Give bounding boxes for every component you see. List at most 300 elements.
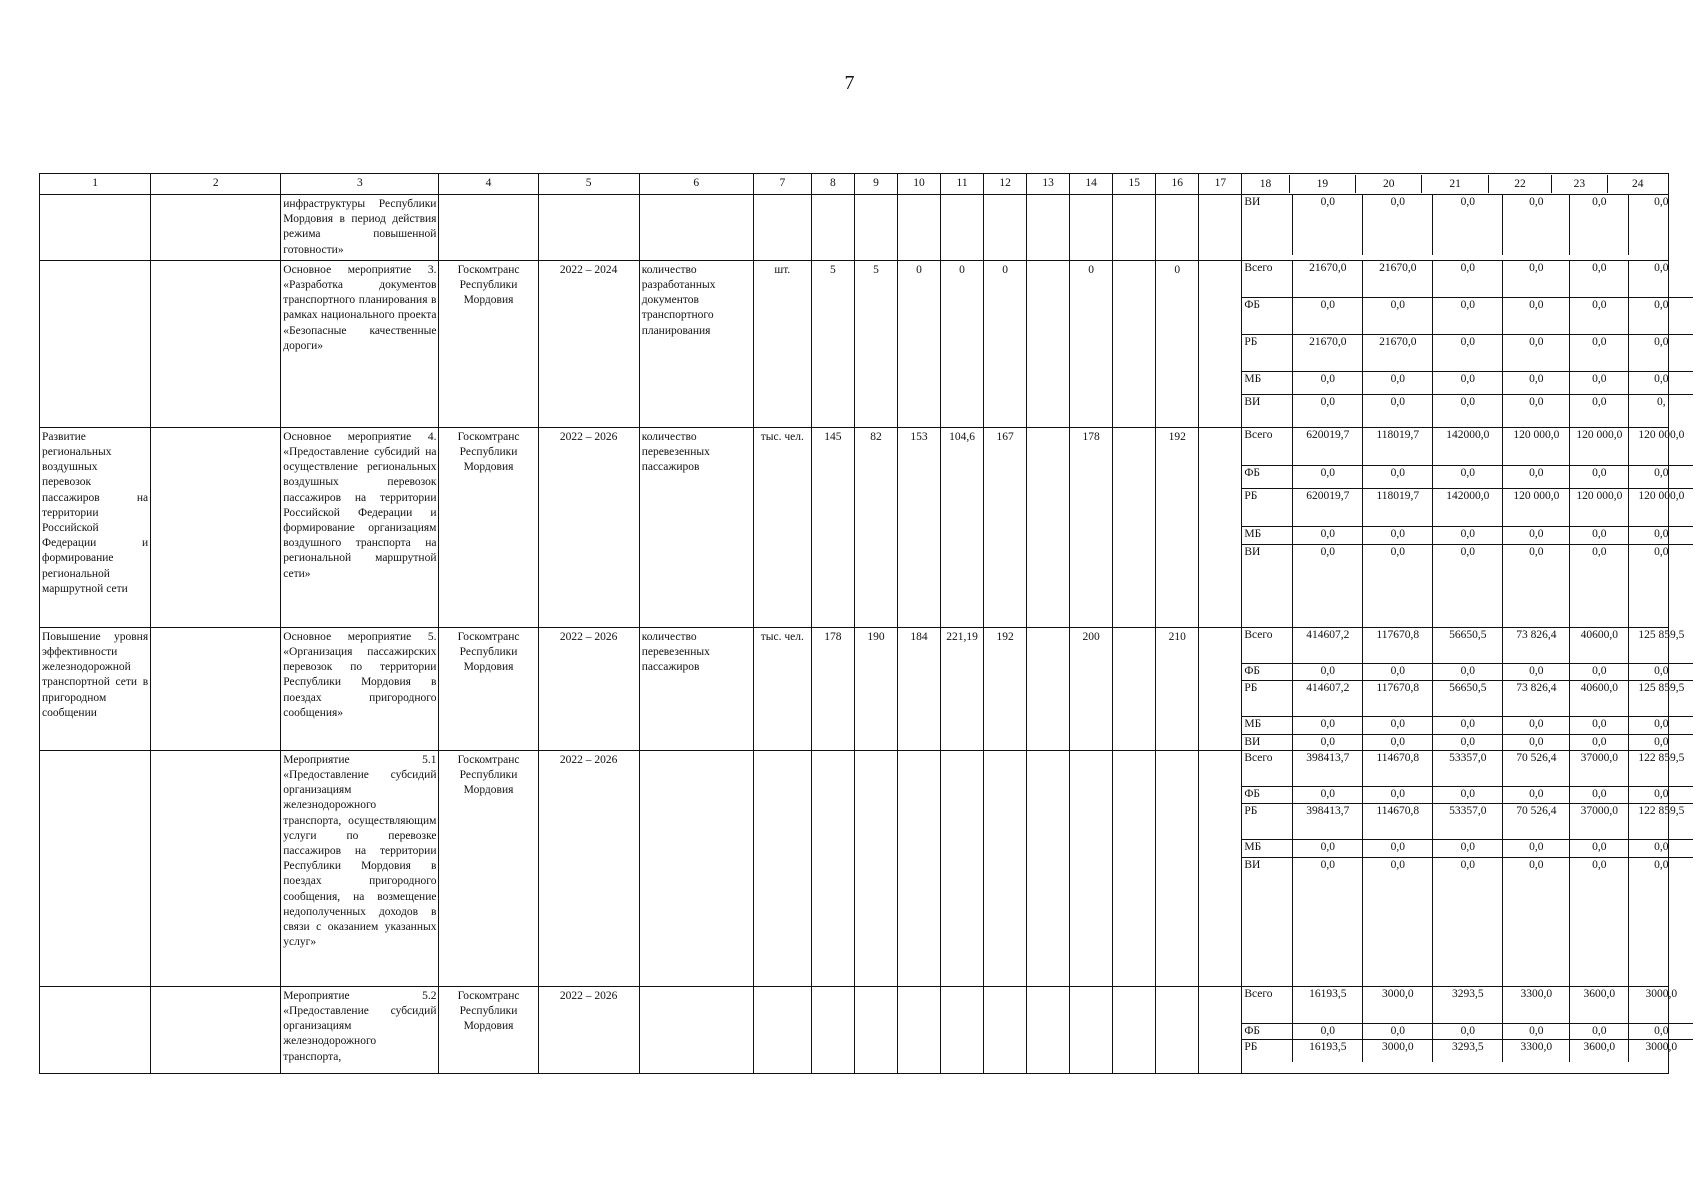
unit-cell <box>753 750 811 986</box>
financing-row <box>1242 334 1693 371</box>
financing-cell <box>1242 750 1685 986</box>
executor-cell <box>439 195 538 261</box>
indicator-value: 190 <box>854 627 897 750</box>
task-cell <box>151 750 281 986</box>
amount-value: 53357,0 <box>1433 803 1503 839</box>
financing-cell <box>1242 627 1685 750</box>
source-label: РБ <box>1244 1040 1258 1053</box>
financing-grid <box>1242 195 1693 255</box>
header-cell: 23 <box>1552 175 1607 193</box>
amount-value: 620019,7 <box>1293 428 1363 466</box>
indicator-value <box>1113 260 1156 427</box>
amount-value: 0,0 <box>1570 1023 1629 1039</box>
executor-cell: Госкомтранс Республики Мордовия <box>439 986 538 1073</box>
amount-value: 73 826,4 <box>1503 680 1570 716</box>
goal-cell <box>40 260 151 427</box>
indicator-cell: количество перевезенных пассажиров <box>639 427 753 627</box>
header-fin-grid <box>1242 175 1668 193</box>
source-label: ФБ <box>1242 1023 1293 1039</box>
indicator-value: 0 <box>1156 260 1199 427</box>
amount-value: 0,0 <box>1503 734 1570 750</box>
indicator-value <box>811 986 854 1073</box>
indicator-cell: количество перевезенных пассажиров <box>639 627 753 750</box>
table-row <box>40 260 1669 427</box>
amount-value: 398413,7 <box>1293 751 1363 787</box>
header-fin-cell <box>1242 174 1669 195</box>
financing-cell <box>1242 427 1685 627</box>
amount-value: 122 859,5 <box>1629 751 1694 787</box>
amount-value: 0,0 <box>1293 734 1363 750</box>
amount-value: 0,0 <box>1293 716 1363 734</box>
amount-value: 0,0 <box>1570 261 1629 298</box>
amount-value: 125 859,5 <box>1629 628 1694 664</box>
period-cell: 2022 – 2026 <box>538 427 639 627</box>
source-label: ВИ <box>1244 545 1261 558</box>
amount-value: 53357,0 <box>1433 751 1503 787</box>
amount-value: 0,0 <box>1363 786 1433 803</box>
indicator-value: 0 <box>897 260 940 427</box>
amount-value: 0,0 <box>1629 786 1694 803</box>
amount-value: 21670,0 <box>1363 334 1433 371</box>
amount-value: 0,0 <box>1293 1023 1363 1039</box>
period-cell: 2022 – 2024 <box>538 260 639 427</box>
amount-value: 0,0 <box>1363 195 1433 255</box>
amount-value: 0,0 <box>1629 195 1694 255</box>
amount-value: 0,0 <box>1433 734 1503 750</box>
amount-value: 0,0 <box>1570 716 1629 734</box>
financing-row <box>1242 526 1693 544</box>
amount-value: 73 826,4 <box>1503 628 1570 664</box>
indicator-value <box>1027 627 1070 750</box>
indicator-value: 192 <box>1156 427 1199 627</box>
page-number: 7 <box>844 72 855 94</box>
amount-value: 0,0 <box>1629 1023 1694 1039</box>
header-cell: 10 <box>897 174 940 195</box>
amount-value: 0,0 <box>1363 663 1433 680</box>
financing-row <box>1242 628 1693 664</box>
amount-value: 21670,0 <box>1293 334 1363 371</box>
indicator-value <box>854 195 897 261</box>
task-cell <box>151 195 281 261</box>
amount-value: 0,0 <box>1433 371 1503 394</box>
amount-value: 0,0 <box>1570 734 1629 750</box>
amount-value: 3300,0 <box>1503 1039 1570 1062</box>
indicator-value <box>1113 427 1156 627</box>
task-cell <box>151 986 281 1073</box>
indicator-value <box>1027 750 1070 986</box>
amount-value: 0,0 <box>1363 734 1433 750</box>
amount-value: 0,0 <box>1570 526 1629 544</box>
amount-value: 0,0 <box>1363 1023 1433 1039</box>
indicator-value: 167 <box>984 427 1027 627</box>
header-cell: 22 <box>1488 175 1551 193</box>
amount-value: 0,0 <box>1629 663 1694 680</box>
indicator-value: 145 <box>811 427 854 627</box>
amount-value: 0,0 <box>1629 261 1694 298</box>
financing-row <box>1242 544 1693 627</box>
header-cell: 7 <box>753 174 811 195</box>
amount-value: 3000,0 <box>1363 1039 1433 1062</box>
amount-value: 0,0 <box>1293 786 1363 803</box>
amount-value: 120 000,0 <box>1570 428 1629 466</box>
amount-value: 0,0 <box>1629 334 1694 371</box>
table-row <box>40 750 1669 986</box>
source-label: Всего <box>1242 751 1293 787</box>
source-label: ВИ <box>1244 858 1261 871</box>
indicator-value: 104,6 <box>941 427 984 627</box>
indicator-value: 0 <box>1070 260 1113 427</box>
indicator-value: 200 <box>1070 627 1113 750</box>
financing-grid <box>1242 261 1693 427</box>
amount-value: 0,0 <box>1293 465 1363 488</box>
amount-value: 0,0 <box>1503 544 1570 627</box>
header-cell: 18 <box>1259 177 1272 190</box>
amount-value: 398413,7 <box>1293 803 1363 839</box>
executor-cell: Госкомтранс Республики Мордовия <box>439 427 538 627</box>
amount-value: 0,0 <box>1503 465 1570 488</box>
program-table <box>39 173 1685 1074</box>
indicator-value <box>1027 195 1070 261</box>
amount-value: 0,0 <box>1629 734 1694 750</box>
amount-value: 3293,5 <box>1433 1039 1503 1062</box>
amount-value: 21670,0 <box>1293 261 1363 298</box>
indicator-cell <box>639 195 753 261</box>
amount-value: 0,0 <box>1629 297 1694 334</box>
amount-value: 0,0 <box>1433 261 1503 298</box>
amount-value: 0,0 <box>1363 526 1433 544</box>
source-label: ФБ <box>1242 465 1293 488</box>
amount-value: 0,0 <box>1629 371 1694 394</box>
financing-grid <box>1242 987 1693 1062</box>
unit-cell: тыс. чел. <box>753 627 811 750</box>
indicator-value <box>897 986 940 1073</box>
indicator-value <box>1070 750 1113 986</box>
unit-cell <box>753 986 811 1073</box>
amount-value: 0,0 <box>1570 371 1629 394</box>
amount-value: 0,0 <box>1293 857 1363 986</box>
amount-value: 120 000,0 <box>1503 428 1570 466</box>
header-cell: 20 <box>1356 175 1422 193</box>
amount-value: 0,0 <box>1570 334 1629 371</box>
amount-value: 0,0 <box>1629 839 1694 857</box>
amount-value: 3600,0 <box>1570 1039 1629 1062</box>
amount-value: 117670,8 <box>1363 680 1433 716</box>
amount-value: 114670,8 <box>1363 751 1433 787</box>
financing-row <box>1242 751 1693 787</box>
financing-cell <box>1242 260 1669 427</box>
indicator-value <box>1156 986 1199 1073</box>
source-label: ФБ <box>1242 786 1293 803</box>
source-label: Всего <box>1242 987 1293 1024</box>
indicator-value <box>1199 750 1242 986</box>
source-label: МБ <box>1242 716 1293 734</box>
amount-value: 0,0 <box>1433 544 1503 627</box>
amount-value: 40600,0 <box>1570 680 1629 716</box>
financing-row <box>1242 803 1693 839</box>
amount-value: 70 526,4 <box>1503 751 1570 787</box>
amount-value: 0,0 <box>1293 297 1363 334</box>
indicator-value: 5 <box>811 260 854 427</box>
amount-value: 0,0 <box>1433 297 1503 334</box>
amount-value: 0,0 <box>1363 839 1433 857</box>
amount-value: 3000,0 <box>1629 1039 1694 1062</box>
header-cell: 21 <box>1422 175 1488 193</box>
header-cell: 4 <box>439 174 538 195</box>
amount-value: 0,0 <box>1293 663 1363 680</box>
indicator-value <box>1027 260 1070 427</box>
amount-value: 16193,5 <box>1293 987 1363 1024</box>
header-cell: 11 <box>941 174 984 195</box>
amount-value: 414607,2 <box>1293 680 1363 716</box>
amount-value: 620019,7 <box>1293 488 1363 526</box>
amount-value: 16193,5 <box>1293 1039 1363 1062</box>
header-cell: 1 <box>40 174 151 195</box>
period-cell: 2022 – 2026 <box>538 750 639 986</box>
period-cell: 2022 – 2026 <box>538 627 639 750</box>
amount-value: 414607,2 <box>1293 628 1363 664</box>
executor-cell: Госкомтранс Республики Мордовия <box>439 260 538 427</box>
indicator-value <box>811 750 854 986</box>
source-label: Всего <box>1242 261 1293 298</box>
indicator-cell: количество разработанных документов транспортного планирования <box>639 260 753 427</box>
amount-value: 0,0 <box>1629 857 1694 986</box>
indicator-value: 210 <box>1156 627 1199 750</box>
unit-cell: шт. <box>753 260 811 427</box>
amount-value: 0,0 <box>1503 526 1570 544</box>
amount-value: 0,0 <box>1433 786 1503 803</box>
amount-value: 3000,0 <box>1629 987 1694 1024</box>
unit-cell <box>753 195 811 261</box>
task-cell <box>151 260 281 427</box>
amount-value: 0,0 <box>1433 857 1503 986</box>
header-cell: 24 <box>1607 175 1668 193</box>
indicator-value <box>1113 750 1156 986</box>
indicator-value <box>1113 986 1156 1073</box>
amount-value: 120 000,0 <box>1629 428 1694 466</box>
financing-cell <box>1242 195 1669 261</box>
source-label: РБ <box>1242 488 1293 526</box>
activity-cell: Мероприятие 5.2 «Предоставление субсидий организациям железнодорожного транспорта, <box>281 986 439 1073</box>
amount-value: 0,0 <box>1570 297 1629 334</box>
amount-value: 0,0 <box>1503 857 1570 986</box>
source-label: РБ <box>1242 803 1293 839</box>
source-label: ВИ <box>1244 196 1261 208</box>
amount-value: 0,0 <box>1503 394 1570 427</box>
header-cell: 17 <box>1199 174 1242 195</box>
financing-row <box>1242 663 1693 680</box>
source-label: МБ <box>1242 839 1293 857</box>
activity-cell: инфраструктуры Республики Мордовия в период действия режима повышенной готовности» <box>281 195 439 261</box>
source-label: Всего <box>1242 428 1293 466</box>
financing-row <box>1242 987 1693 1024</box>
amount-value: 3293,5 <box>1433 987 1503 1024</box>
amount-value: 0,0 <box>1503 195 1570 255</box>
indicator-value <box>1027 986 1070 1073</box>
task-cell <box>151 427 281 627</box>
amount-value: 0,0 <box>1363 716 1433 734</box>
header-cell: 5 <box>538 174 639 195</box>
activity-cell: Основное мероприятие 4. «Предоставление субсидий на осуществление региональных воздушных перевозок пассажиров на территории Российской Федерации и формирование организациям воздушного транспорта на региональной маршрутной сети» <box>281 427 439 627</box>
header-cell: 8 <box>811 174 854 195</box>
amount-value: 0,0 <box>1503 297 1570 334</box>
indicator-value <box>1070 986 1113 1073</box>
table-row <box>40 986 1669 1073</box>
financing-row <box>1242 734 1693 750</box>
amount-value: 0,0 <box>1433 1023 1503 1039</box>
financing-cell <box>1242 986 1678 1073</box>
amount-value: 0,0 <box>1433 663 1503 680</box>
amount-value: 56650,5 <box>1433 628 1503 664</box>
amount-value: 0,0 <box>1503 334 1570 371</box>
source-label: ФБ <box>1242 663 1293 680</box>
header-cell: 16 <box>1156 174 1199 195</box>
source-label: ВИ <box>1244 395 1261 408</box>
indicator-value <box>1199 260 1242 427</box>
amount-value: 117670,8 <box>1363 628 1433 664</box>
source-label: Всего <box>1242 628 1293 664</box>
header-cell: 13 <box>1027 174 1070 195</box>
period-cell <box>538 195 639 261</box>
program-table-wrapper <box>39 173 1685 1074</box>
indicator-value <box>1156 195 1199 261</box>
source-label: ВИ <box>1244 735 1261 748</box>
amount-value: 0,0 <box>1629 716 1694 734</box>
table-row <box>40 627 1669 750</box>
amount-value: 0,0 <box>1363 857 1433 986</box>
header-cell: 19 <box>1289 175 1355 193</box>
source-label: МБ <box>1242 526 1293 544</box>
amount-value: 118019,7 <box>1363 428 1433 466</box>
indicator-value <box>1199 195 1242 261</box>
financing-row <box>1242 261 1693 298</box>
indicator-cell <box>639 986 753 1073</box>
amount-value: 0,0 <box>1293 394 1363 427</box>
amount-value: 0,0 <box>1293 526 1363 544</box>
activity-cell: Основное мероприятие 5. «Организация пассажирских перевозок по территории Республики Мордовия в поездах пригородного сообщения» <box>281 627 439 750</box>
amount-value: 0,0 <box>1629 544 1694 627</box>
indicator-value: 178 <box>1070 427 1113 627</box>
amount-value: 120 000,0 <box>1629 488 1694 526</box>
source-label: МБ <box>1242 371 1293 394</box>
amount-value: 0,0 <box>1363 544 1433 627</box>
amount-value: 0,0 <box>1570 195 1629 255</box>
financing-grid <box>1242 751 1693 986</box>
indicator-value: 0 <box>941 260 984 427</box>
financing-row <box>1242 716 1693 734</box>
amount-value: 21670,0 <box>1363 261 1433 298</box>
amount-value: 0,0 <box>1293 839 1363 857</box>
amount-value: 0,0 <box>1433 394 1503 427</box>
indicator-cell <box>639 750 753 986</box>
indicator-value: 178 <box>811 627 854 750</box>
financing-row <box>1242 488 1693 526</box>
indicator-value <box>984 750 1027 986</box>
amount-value: 0,0 <box>1503 371 1570 394</box>
amount-value: 0,0 <box>1433 526 1503 544</box>
financing-row <box>1242 839 1693 857</box>
amount-value: 0,0 <box>1570 663 1629 680</box>
financing-row <box>1242 680 1693 716</box>
indicator-value <box>1199 627 1242 750</box>
table-row <box>40 195 1669 261</box>
amount-value: 114670,8 <box>1363 803 1433 839</box>
goal-cell: Повышение уровня эффективности железнодорожной транспортной сети в пригородном сообщении <box>40 627 151 750</box>
amount-value: 0,0 <box>1570 857 1629 986</box>
task-cell <box>151 627 281 750</box>
unit-cell: тыс. чел. <box>753 427 811 627</box>
financing-row <box>1242 786 1693 803</box>
header-cell: 2 <box>151 174 281 195</box>
amount-value: 3600,0 <box>1570 987 1629 1024</box>
amount-value: 0,0 <box>1433 195 1503 255</box>
amount-value: 0,0 <box>1570 394 1629 427</box>
source-label: РБ <box>1242 334 1293 371</box>
indicator-value <box>1113 195 1156 261</box>
financing-row <box>1242 428 1693 466</box>
amount-value: 0, <box>1629 394 1694 427</box>
amount-value: 125 859,5 <box>1629 680 1694 716</box>
amount-value: 0,0 <box>1363 465 1433 488</box>
header-cell: 3 <box>281 174 439 195</box>
amount-value: 0,0 <box>1503 839 1570 857</box>
financing-row <box>1242 1039 1693 1062</box>
indicator-value: 5 <box>854 260 897 427</box>
goal-cell <box>40 986 151 1073</box>
amount-value: 37000,0 <box>1570 751 1629 787</box>
indicator-value <box>1070 195 1113 261</box>
financing-row <box>1242 394 1693 427</box>
indicator-value: 221,19 <box>941 627 984 750</box>
indicator-value <box>854 750 897 986</box>
indicator-value <box>1113 627 1156 750</box>
indicator-value <box>941 986 984 1073</box>
amount-value: 0,0 <box>1570 839 1629 857</box>
amount-value: 0,0 <box>1503 716 1570 734</box>
executor-cell: Госкомтранс Республики Мордовия <box>439 750 538 986</box>
amount-value: 0,0 <box>1363 297 1433 334</box>
indicator-value <box>897 195 940 261</box>
amount-value: 0,0 <box>1570 786 1629 803</box>
amount-value: 142000,0 <box>1433 428 1503 466</box>
amount-value: 0,0 <box>1433 839 1503 857</box>
amount-value: 120 000,0 <box>1503 488 1570 526</box>
amount-value: 0,0 <box>1293 544 1363 627</box>
amount-value: 56650,5 <box>1433 680 1503 716</box>
amount-value: 0,0 <box>1293 195 1363 255</box>
financing-row <box>1242 857 1693 986</box>
amount-value: 0,0 <box>1433 334 1503 371</box>
amount-value: 0,0 <box>1293 371 1363 394</box>
financing-row <box>1242 371 1693 394</box>
executor-cell: Госкомтранс Республики Мордовия <box>439 627 538 750</box>
amount-value: 122 859,5 <box>1629 803 1694 839</box>
amount-value: 0,0 <box>1503 1023 1570 1039</box>
goal-cell <box>40 750 151 986</box>
financing-grid <box>1242 428 1693 627</box>
amount-value: 120 000,0 <box>1570 488 1629 526</box>
source-label: ФБ <box>1242 297 1293 334</box>
indicator-value: 153 <box>897 427 940 627</box>
indicator-value <box>941 750 984 986</box>
amount-value: 0,0 <box>1570 465 1629 488</box>
indicator-value: 192 <box>984 627 1027 750</box>
indicator-value <box>984 986 1027 1073</box>
amount-value: 0,0 <box>1503 261 1570 298</box>
table-row <box>40 427 1669 627</box>
header-row <box>40 174 1669 195</box>
indicator-value <box>1199 986 1242 1073</box>
header-cell: 14 <box>1070 174 1113 195</box>
